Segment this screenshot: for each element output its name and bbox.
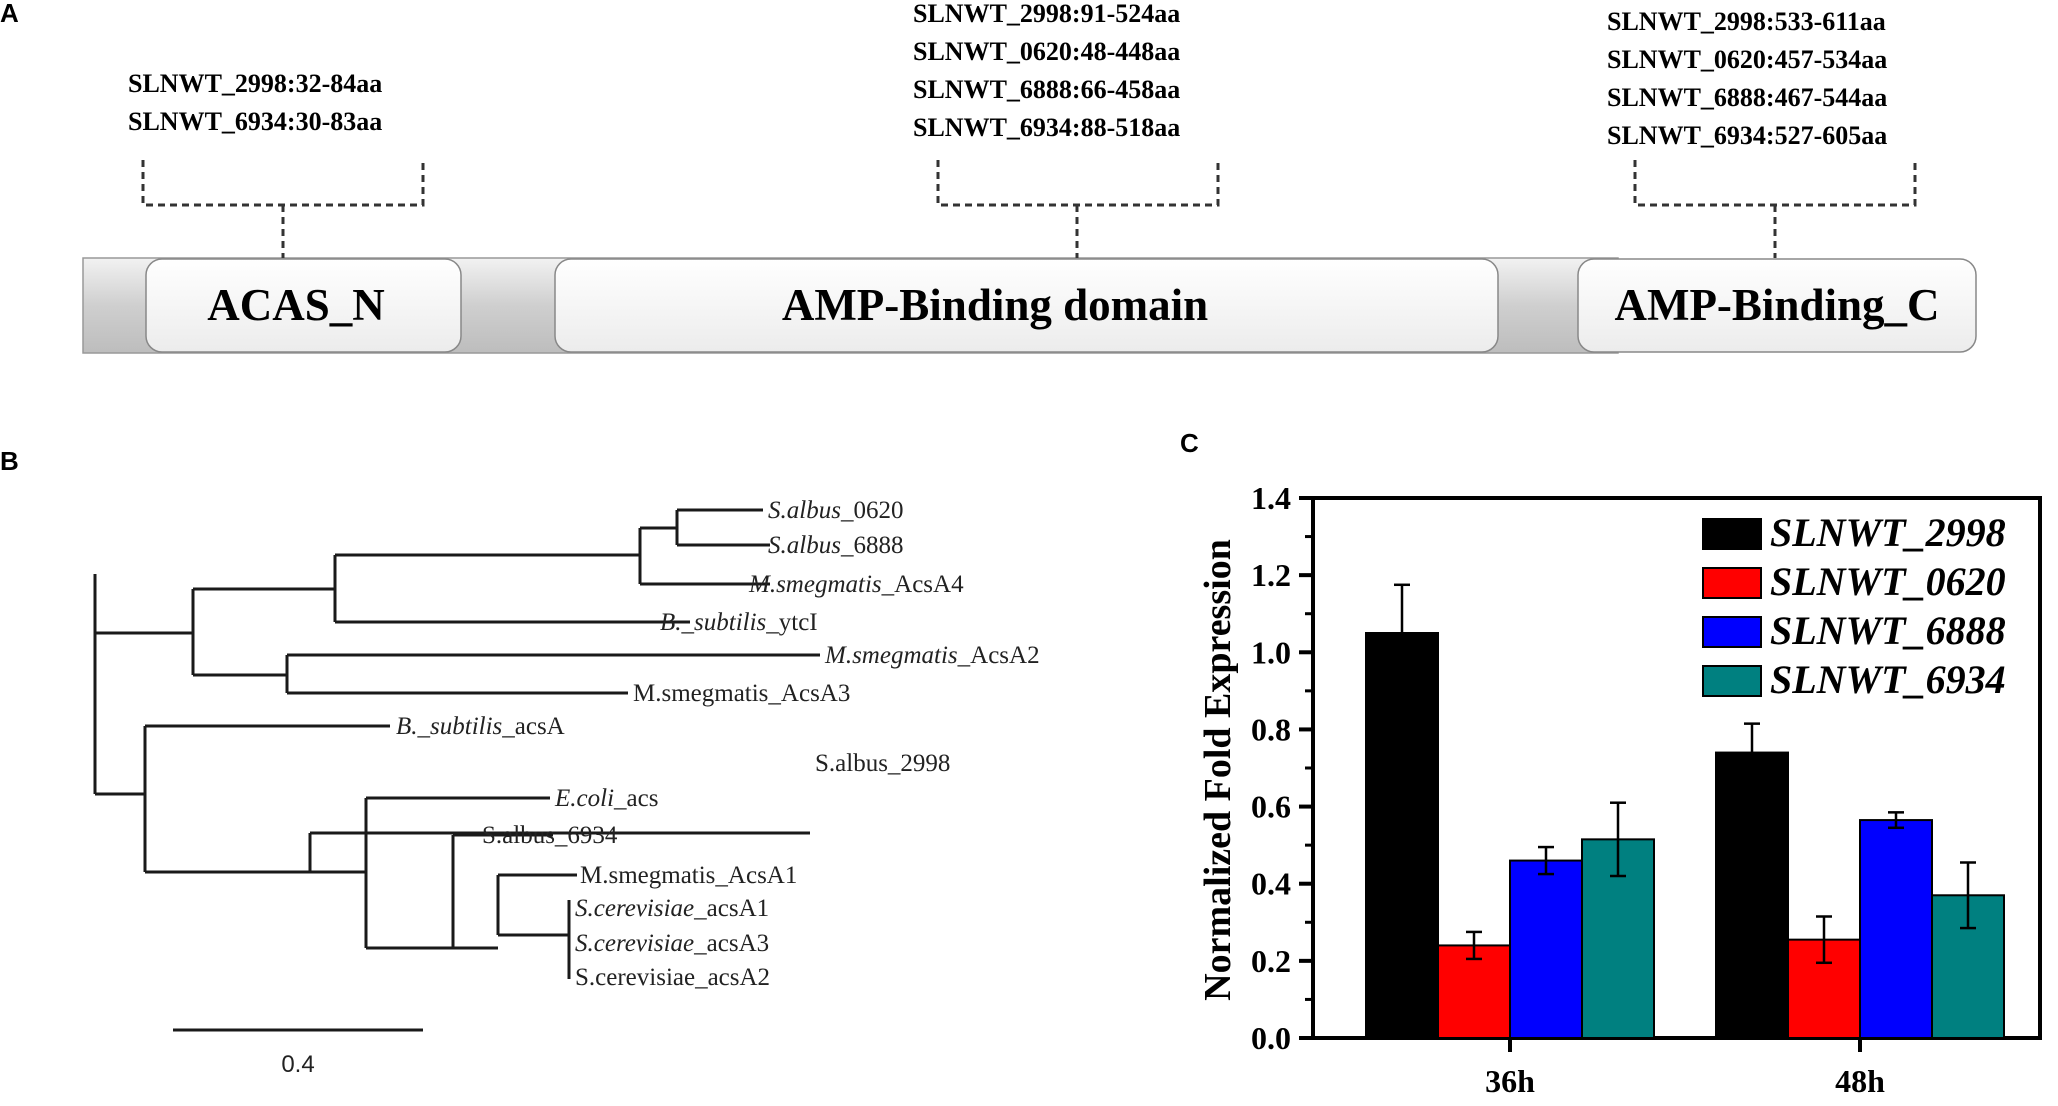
scale-bar-label: 0.4 (281, 1051, 315, 1078)
panel-label-c: C (1180, 428, 1199, 458)
leaf-label: E.coli_acs (555, 785, 659, 812)
range-label: SLNWT_2998:533-611aa (1607, 7, 1886, 36)
leaf-label: S.albus_6934 (482, 822, 618, 849)
leaf-label: S.albus_6888 (768, 532, 904, 559)
y-tick-label: 0.4 (1251, 865, 1291, 902)
domain-name-acas-n: ACAS_N (207, 280, 385, 330)
y-tick-label: 0.0 (1251, 1020, 1291, 1056)
leaf-label: S.cerevisiae_acsA1 (575, 895, 770, 922)
tree-branch (498, 875, 577, 935)
y-tick-label: 0.2 (1251, 942, 1291, 979)
domain-diagram (83, 0, 1976, 353)
tree-branch (453, 835, 553, 948)
range-label: SLNWT_6934:527-605aa (1607, 121, 1888, 150)
bar-slnwt-6888 (1860, 820, 1932, 1038)
y-tick-label: 0.8 (1251, 711, 1291, 748)
bar-chart (1197, 480, 2040, 1099)
leaf-label: M.smegmatis_AcsA3 (633, 680, 851, 707)
leaf-label: S.cerevisiae_acsA2 (575, 964, 771, 991)
leaf-label: S.cerevisiae_acsA3 (575, 930, 770, 957)
panel-label-a: A (0, 0, 19, 28)
x-tick-label: 36h (1485, 1063, 1535, 1099)
legend (1703, 510, 2006, 702)
tree-branch (335, 555, 690, 622)
x-tick-label: 48h (1835, 1063, 1885, 1099)
legend-label: SLNWT_6888 (1770, 608, 2006, 653)
leaf-label: S.albus_2998 (815, 750, 951, 777)
tree-branch (145, 726, 390, 872)
bar-slnwt-6888 (1510, 861, 1582, 1038)
bracket-amp-binding-c (1635, 160, 1915, 258)
leaf-label: S.albus_0620 (768, 497, 904, 524)
range-label: SLNWT_6888:467-544aa (1607, 83, 1888, 112)
range-label: SLNWT_6888:66-458aa (913, 75, 1181, 104)
bracket-amp-binding (938, 160, 1218, 258)
bracket-acas-n (143, 160, 423, 258)
legend-swatch (1703, 519, 1761, 549)
range-label: SLNWT_2998:32-84aa (128, 69, 383, 98)
legend-label: SLNWT_2998 (1770, 510, 2006, 555)
leaf-label: B._subtilis_acsA (396, 713, 565, 740)
range-label: SLNWT_6934:88-518aa (913, 113, 1181, 142)
range-label: SLNWT_2998:91-524aa (913, 0, 1181, 28)
leaf-label: M.smegmatis_AcsA1 (580, 862, 798, 889)
range-label: SLNWT_0620:48-448aa (913, 37, 1181, 66)
panel-label-b: B (0, 446, 19, 476)
y-tick-label: 0.6 (1251, 788, 1291, 825)
legend-label: SLNWT_0620 (1770, 559, 2006, 604)
legend-label: SLNWT_6934 (1770, 657, 2006, 702)
y-axis-label: Normalized Fold Expression (1197, 539, 1239, 1001)
tree-branch (95, 589, 193, 675)
legend-swatch (1703, 617, 1761, 647)
legend-swatch (1703, 666, 1761, 696)
y-tick-label: 1.4 (1251, 480, 1291, 516)
tree-leaf-labels (396, 497, 1040, 991)
leaf-label: B._subtilis_ytcI (660, 609, 818, 636)
bar-slnwt-2998 (1366, 633, 1438, 1038)
range-label: SLNWT_6934:30-83aa (128, 107, 383, 136)
domain-name-amp-binding-c: AMP-Binding_C (1614, 280, 1940, 330)
legend-swatch (1703, 568, 1761, 598)
range-label: SLNWT_0620:457-534aa (1607, 45, 1888, 74)
tree-branch (193, 589, 335, 675)
tree-branch (366, 798, 550, 948)
tree-branch (677, 510, 770, 545)
leaf-label: M.smegmatis_AcsA2 (825, 642, 1040, 669)
y-tick-label: 1.0 (1251, 634, 1291, 671)
leaf-label: M.smegmatis_AcsA4 (749, 571, 964, 598)
tree-branch (95, 726, 145, 872)
domain-name-amp-binding: AMP-Binding domain (781, 280, 1209, 330)
y-tick-label: 1.2 (1251, 557, 1291, 594)
bar-slnwt-2998 (1716, 753, 1788, 1038)
